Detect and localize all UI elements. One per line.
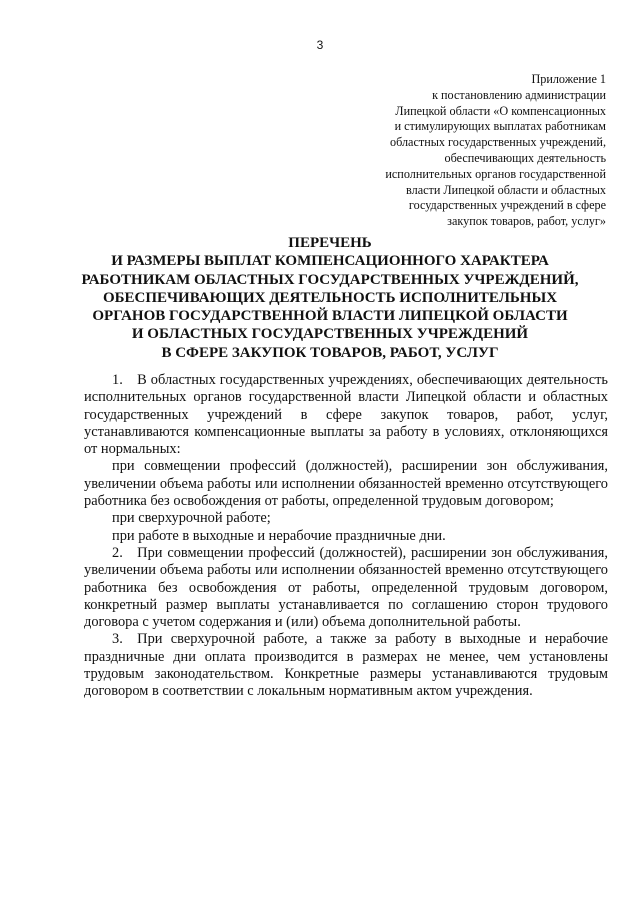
- annex-line: Приложение 1: [531, 72, 606, 86]
- annex-line: государственных учреждений в сфере: [408, 198, 606, 213]
- title-line: И ОБЛАСТНЫХ ГОСУДАРСТВЕННЫХ УЧРЕЖДЕНИЙ: [131, 326, 529, 343]
- annex-line: областных государственных учреждений,: [389, 135, 606, 150]
- annex-line: и стимулирующих выплатах работникам: [394, 119, 606, 134]
- title-line: ПЕРЕЧЕНЬ: [288, 235, 372, 251]
- document-body: [84, 372, 608, 701]
- paragraph-2: 2. При совмещении профессий (должностей), расширении зон обслуживания, увеличении объема работы или исполнении обязанностей временно отсутствующего работника без освобождения от работы, определенной трудовым договором, конкретный размер выплаты устанавливается по соглашению сторон трудового договора с учетом содержания и (или) объема дополнительной работы.: [84, 544, 608, 631]
- annex-line: закупок товаров, работ, услуг»: [447, 214, 606, 229]
- paragraph-1-item: при работе в выходные и нерабочие праздничные дни.: [112, 527, 446, 544]
- document-title: [60, 234, 600, 362]
- annex-line: обеспечивающих деятельность: [444, 150, 606, 165]
- annex-line: к постановлению администрации: [432, 87, 606, 102]
- title-line: ОБЕСПЕЧИВАЮЩИХ ДЕЯТЕЛЬНОСТЬ ИСПОЛНИТЕЛЬНЫХ: [102, 289, 558, 306]
- paragraph-1: 1. В областных государственных учреждениях, обеспечивающих деятельность исполнительных органов государственной власти Липецкой области и областных государственных учреждений в сфере закупок товаров, работ, услуг, устанавливаются компенсационные выплаты за работу в условиях, отклоняющихся от нормальных:: [84, 372, 608, 458]
- annex-header: [306, 72, 606, 230]
- title-line: И РАЗМЕРЫ ВЫПЛАТ КОМПЕНСАЦИОННОГО ХАРАКТЕРА: [111, 253, 549, 270]
- annex-line: Липецкой области «О компенсационных: [395, 103, 606, 118]
- annex-line: власти Липецкой области и областных: [406, 182, 606, 197]
- title-line: РАБОТНИКАМ ОБЛАСТНЫХ ГОСУДАРСТВЕННЫХ УЧРЕЖДЕНИЙ,: [81, 271, 579, 288]
- paragraph-1-item: при сверхурочной работе;: [112, 510, 271, 527]
- paragraph-3: 3. При сверхурочной работе, а также за работу в выходные и нерабочие праздничные дни оплата производится в размерах не менее, чем установлены трудовым законодательством. Конкретные размеры устанавливаются трудовым договором в соответствии с локальным нормативным актом учреждения.: [84, 631, 608, 700]
- page-number: 3: [316, 38, 324, 52]
- annex-line: исполнительных органов государственной: [385, 166, 606, 181]
- title-line: ОРГАНОВ ГОСУДАРСТВЕННОЙ ВЛАСТИ ЛИПЕЦКОЙ ОБЛАСТИ: [92, 308, 568, 325]
- title-line: В СФЕРЕ ЗАКУПОК ТОВАРОВ, РАБОТ, УСЛУГ: [161, 344, 499, 361]
- paragraph-1-item: при совмещении профессий (должностей), расширении зон обслуживания, увеличении объема работы или исполнении обязанностей временно отсутствующего работника без освобождения от работы, определенной трудовым договором;: [84, 458, 608, 510]
